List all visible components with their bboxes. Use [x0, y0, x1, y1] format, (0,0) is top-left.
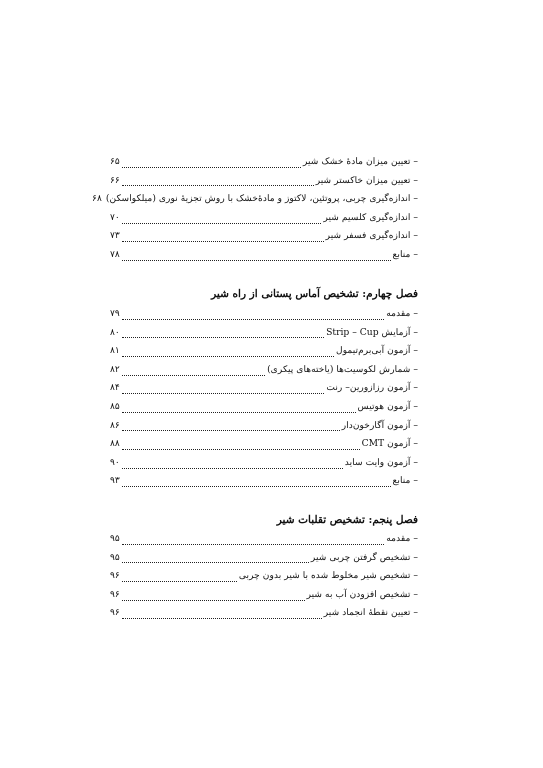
toc-entry-label: – مقدمه	[386, 308, 418, 319]
dot-leader	[122, 250, 391, 261]
toc-entry-page: ۹۶	[110, 588, 120, 600]
toc-entry-page: ۸۲	[110, 363, 120, 375]
toc-entry-page: ۷۰	[110, 211, 120, 223]
dot-leader	[122, 571, 237, 582]
dot-leader	[122, 346, 334, 357]
dot-leader	[122, 231, 324, 242]
toc-entry-page: ۹۵	[110, 551, 120, 563]
toc-entry-label: – اندازه‌گیری چربی، پروتئین، لاکتوز و مادهٔ‌خشک با روش تجزیهٔ نوری (میلکواسکن)	[105, 193, 418, 205]
toc-entry	[110, 342, 418, 361]
toc-entry	[110, 227, 418, 246]
toc-section-top	[92, 153, 418, 265]
toc-entry	[92, 190, 418, 209]
dot-leader	[122, 476, 391, 487]
toc-entry-page: ۹۰	[110, 456, 120, 468]
toc-entry	[110, 435, 418, 454]
toc-entry-page: ۹۵	[110, 533, 120, 544]
chapter-4-title: فصل چهارم: تشخیص آماس پستانی از راه شیر	[211, 288, 418, 300]
toc-entry-page: ۸۸	[110, 438, 120, 450]
dot-leader	[122, 552, 309, 563]
toc-entry-label: – آزمون CMT	[361, 438, 418, 450]
toc-entry-label: – مقدمه	[386, 533, 418, 544]
toc-entry-page: ۸۱	[110, 345, 120, 357]
toc-entry-page: ۶۸	[92, 193, 102, 205]
dot-leader	[122, 309, 384, 320]
toc-entry-label: – تشخیص افزودن آب به شیر	[306, 588, 418, 600]
toc-entry	[110, 209, 418, 228]
toc-entry	[110, 567, 418, 586]
toc-entry-label: – آزمون رزازورین– رنت	[326, 382, 418, 394]
dot-leader	[122, 157, 301, 168]
toc-entry	[110, 305, 418, 324]
dot-leader	[122, 365, 265, 376]
toc-entry-page: ۷۸	[110, 248, 120, 260]
toc-entry-label: – شمارش لکوسیت‌ها (یاخته‌های پیکری)	[267, 363, 418, 375]
toc-entry-label: – اندازه‌گیری فسفر شیر	[325, 230, 418, 242]
dot-leader	[122, 439, 360, 450]
toc-entry-label: – آزمون وایت ساید	[344, 456, 418, 468]
toc-entry-label: – تشخیص شیر مخلوط شده با شیر بدون چربی	[238, 570, 418, 582]
toc-entry	[110, 454, 418, 473]
dot-leader	[122, 175, 314, 186]
toc-entry	[110, 398, 418, 417]
toc-entry	[110, 586, 418, 605]
dot-leader	[122, 608, 322, 619]
dot-leader	[122, 590, 305, 601]
toc-entry-page: ۸۰	[110, 326, 120, 338]
toc-chapter-4	[110, 305, 418, 491]
toc-entry-label: – آزمایش Strip – Cup	[326, 326, 418, 338]
dot-leader	[122, 327, 324, 338]
toc-entry-page: ۶۵	[110, 156, 120, 167]
toc-entry-page: ۸۵	[110, 400, 120, 412]
toc-entry-label: – آزمون هوتیس	[357, 400, 418, 412]
toc-entry	[110, 172, 418, 191]
toc-entry-page: ۸۶	[110, 419, 120, 431]
dot-leader	[122, 534, 384, 545]
dot-leader	[122, 458, 343, 469]
toc-entry	[110, 153, 418, 172]
toc-entry	[110, 472, 418, 491]
toc-entry-page: ۷۹	[110, 308, 120, 319]
dot-leader	[122, 402, 356, 413]
toc-entry	[110, 379, 418, 398]
toc-entry	[110, 361, 418, 380]
toc-entry-page: ۹۶	[110, 607, 120, 619]
toc-entry	[110, 246, 418, 265]
toc-entry-page: ۷۳	[110, 230, 120, 242]
toc-entry-page: ۹۶	[110, 570, 120, 582]
toc-entry	[110, 324, 418, 343]
toc-entry-label: – اندازه‌گیری کلسیم شیر	[323, 211, 418, 223]
toc-chapter-5	[110, 530, 418, 623]
toc-entry	[110, 530, 418, 549]
toc-entry-label: – منابع	[392, 475, 418, 487]
toc-entry-page: ۹۳	[110, 475, 120, 487]
dot-leader	[122, 383, 324, 394]
toc-entry-label: – آزمون آبی‌برم‌تیمول	[336, 345, 418, 357]
chapter-5-title: فصل پنجم: تشخیص تقلبات شیر	[276, 514, 418, 526]
toc-entry	[110, 549, 418, 568]
toc-entry-label: – آزمون آگارخون‌دار	[341, 419, 418, 431]
toc-entry-page: ۸۴	[110, 382, 120, 394]
toc-entry-label: – منابع	[392, 248, 418, 260]
dot-leader	[122, 420, 340, 431]
toc-entry	[110, 604, 418, 623]
toc-entry-label: – تعیین میزان مادهٔ خشک شیر	[302, 156, 418, 167]
toc-entry-label: – تشخیص گرفتن چربی شیر	[310, 551, 418, 563]
toc-entry	[110, 417, 418, 436]
dot-leader	[122, 213, 322, 224]
toc-entry-label: – تعیین نقطهٔ انجماد شیر	[323, 607, 418, 619]
toc-entry-label: – تعیین میزان خاکستر شیر	[315, 174, 418, 186]
toc-entry-page: ۶۶	[110, 174, 120, 186]
